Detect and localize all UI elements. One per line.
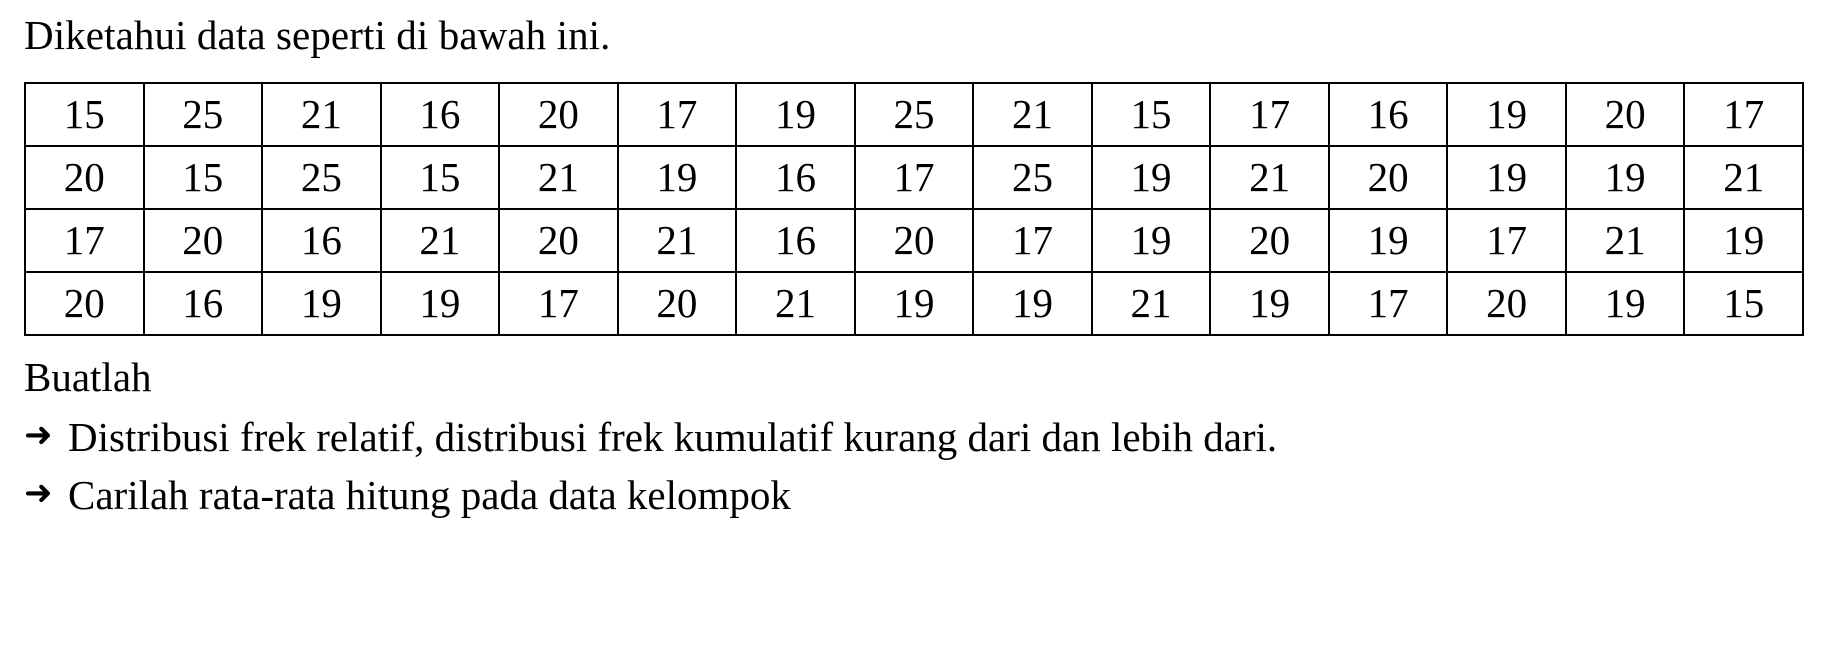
table-cell: 16 [1329, 83, 1448, 146]
table-cell: 20 [618, 272, 737, 335]
table-cell: 15 [1092, 83, 1211, 146]
table-cell: 19 [1684, 209, 1803, 272]
table-cell: 21 [262, 83, 381, 146]
table-cell: 21 [618, 209, 737, 272]
instructions-heading: Buatlah [24, 354, 152, 401]
table-cell: 17 [1210, 83, 1329, 146]
table-cell: 21 [736, 272, 855, 335]
table-cell: 21 [1566, 209, 1685, 272]
table-cell: 16 [736, 146, 855, 209]
table-cell: 15 [381, 146, 500, 209]
table-cell: 21 [973, 83, 1092, 146]
table-cell: 19 [1566, 146, 1685, 209]
table-cell: 19 [1447, 146, 1566, 209]
table-cell: 25 [855, 83, 974, 146]
table-cell: 20 [1329, 146, 1448, 209]
table-cell: 20 [855, 209, 974, 272]
table-cell: 20 [1447, 272, 1566, 335]
table-cell: 16 [144, 272, 263, 335]
table-row [25, 209, 1803, 272]
table-cell: 17 [25, 209, 144, 272]
table-cell: 15 [144, 146, 263, 209]
table-cell: 25 [262, 146, 381, 209]
table-cell: 21 [499, 146, 618, 209]
table-cell: 20 [499, 83, 618, 146]
arrow-bullet-icon: ➜ [24, 415, 53, 456]
table-cell: 19 [736, 83, 855, 146]
list-item-label: Distribusi frek relatif, distribusi frek kumulatif kurang dari dan lebih dari. [68, 414, 1278, 461]
instructions-block [24, 352, 1821, 522]
table-cell: 20 [144, 209, 263, 272]
table-cell: 19 [262, 272, 381, 335]
table-cell: 20 [1566, 83, 1685, 146]
table-cell: 21 [381, 209, 500, 272]
arrow-bullet-icon: ➜ [24, 472, 53, 513]
table-cell: 19 [381, 272, 500, 335]
page-title: Diketahui data seperti di bawah ini. [24, 12, 611, 58]
table-cell: 17 [1447, 209, 1566, 272]
table-cell: 21 [1210, 146, 1329, 209]
table-cell: 17 [855, 146, 974, 209]
table-cell: 16 [381, 83, 500, 146]
table-cell: 16 [262, 209, 381, 272]
table-cell: 20 [1210, 209, 1329, 272]
table-cell: 17 [1329, 272, 1448, 335]
table-cell: 20 [25, 272, 144, 335]
table-cell: 19 [618, 146, 737, 209]
table-cell: 19 [1566, 272, 1685, 335]
table-cell: 19 [855, 272, 974, 335]
table-cell: 25 [973, 146, 1092, 209]
table-cell: 21 [1092, 272, 1211, 335]
data-table [24, 82, 1804, 336]
table-cell: 20 [25, 146, 144, 209]
table-row [25, 272, 1803, 335]
table-cell: 19 [1092, 146, 1211, 209]
table-cell: 20 [499, 209, 618, 272]
table-cell: 17 [499, 272, 618, 335]
list-item [24, 469, 1821, 522]
list-item [24, 411, 1821, 464]
data-table-body [25, 83, 1803, 335]
table-cell: 25 [144, 83, 263, 146]
table-cell: 17 [618, 83, 737, 146]
table-cell: 19 [1210, 272, 1329, 335]
table-cell: 16 [736, 209, 855, 272]
table-cell: 15 [1684, 272, 1803, 335]
table-cell: 19 [1447, 83, 1566, 146]
table-cell: 21 [1684, 146, 1803, 209]
list-item-label: Carilah rata-rata hitung pada data kelompok [68, 471, 791, 518]
table-cell: 19 [973, 272, 1092, 335]
table-cell: 17 [1684, 83, 1803, 146]
table-row [25, 83, 1803, 146]
table-cell: 19 [1329, 209, 1448, 272]
table-cell: 19 [1092, 209, 1211, 272]
table-cell: 15 [25, 83, 144, 146]
table-cell: 17 [973, 209, 1092, 272]
table-row [25, 146, 1803, 209]
